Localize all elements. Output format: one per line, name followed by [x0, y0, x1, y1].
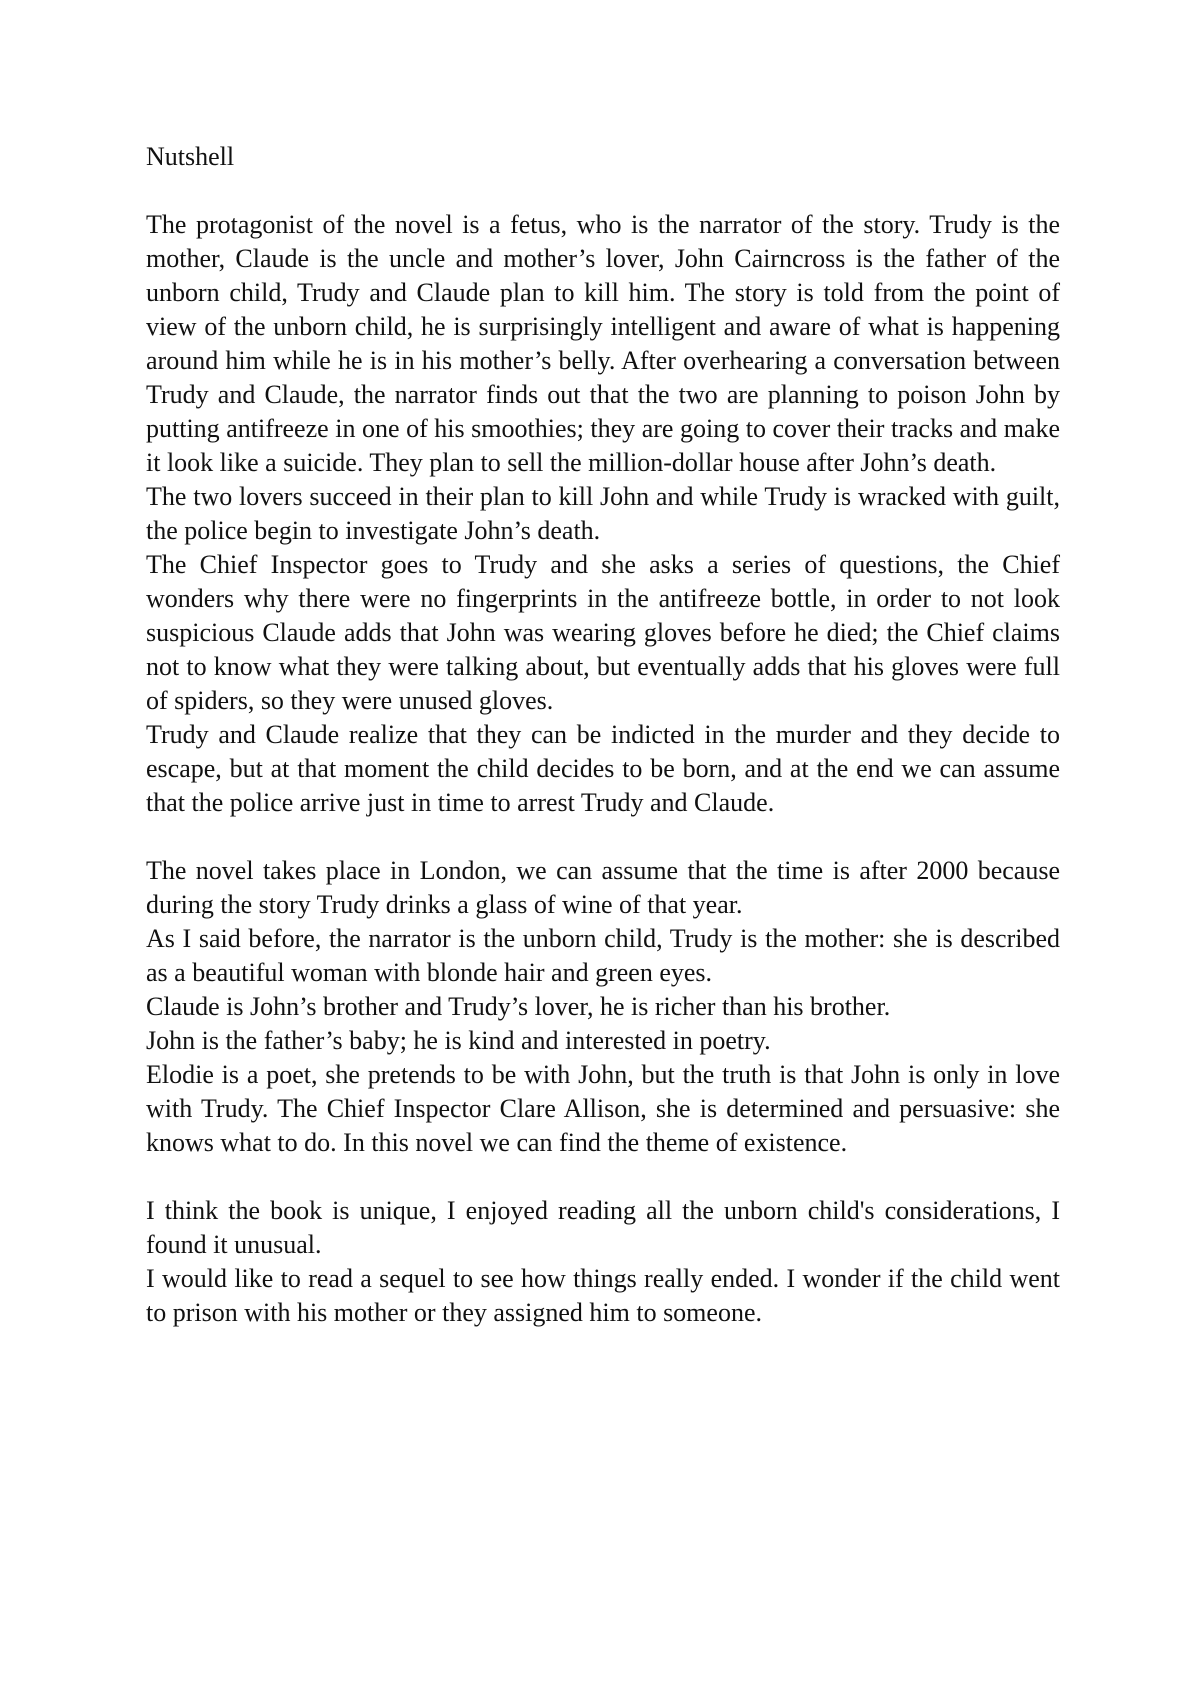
paragraph: Trudy and Claude realize that they can be indicted in the murder and they decide to escape, but at that moment the child decides to be born, and at the end we can assume that the police arrive just in time to arrest Trudy and Claude.: [146, 720, 1060, 817]
paragraph: I think the book is unique, I enjoyed reading all the unborn child's considerations, I found it unusual.: [146, 1196, 1060, 1259]
paragraph: Elodie is a poet, she pretends to be with John, but the truth is that John is only in love with Trudy. The Chief Inspector Clare Allison, she is determined and persuasive: she knows what to do. In this novel we can find the theme of existence.: [146, 1060, 1060, 1157]
paragraph: Claude is John’s brother and Trudy’s lover, he is richer than his brother.: [146, 992, 891, 1021]
document-title: Nutshell: [146, 142, 235, 171]
paragraph: The two lovers succeed in their plan to kill John and while Trudy is wracked with guilt, the police begin to investigate John’s death.: [146, 482, 1060, 545]
paragraph: John is the father’s baby; he is kind and interested in poetry.: [146, 1026, 771, 1055]
paragraph: The novel takes place in London, we can assume that the time is after 2000 because during the story Trudy drinks a glass of wine of that year.: [146, 856, 1060, 919]
paragraph: The protagonist of the novel is a fetus, who is the narrator of the story. Trudy is the mother, Claude is the uncle and mother’s lover, John Cairncross is the father of the unborn child, Trudy and Claude plan to kill him. The story is told from the point of view of the unborn child, he is surprisingly intelligent and aware of what is happening around him while he is in his mother’s belly. After overhearing a conversation between Trudy and Claude, the narrator finds out that the two are planning to poison John by putting antifreeze in one of his smoothies; they are going to cover their tracks and make it look like a suicide. They plan to sell the million-dollar house after John’s death.: [146, 210, 1060, 477]
paragraph: As I said before, the narrator is the unborn child, Trudy is the mother: she is described as a beautiful woman with blonde hair and green eyes.: [146, 924, 1060, 987]
section-opinion: [146, 1194, 1060, 1330]
paragraph: I would like to read a sequel to see how things really ended. I wonder if the child went to prison with his mother or they assigned him to someone.: [146, 1264, 1060, 1327]
section-plot: [146, 208, 1060, 820]
paragraph: The Chief Inspector goes to Trudy and she asks a series of questions, the Chief wonders why there were no fingerprints in the antifreeze bottle, in order to not look suspicious Claude adds that John was wearing gloves before he died; the Chief claims not to know what they were talking about, but eventually adds that his gloves were full of spiders, so they were unused gloves.: [146, 550, 1060, 715]
section-setting-characters: [146, 854, 1060, 1160]
document-page: [146, 140, 1060, 1364]
